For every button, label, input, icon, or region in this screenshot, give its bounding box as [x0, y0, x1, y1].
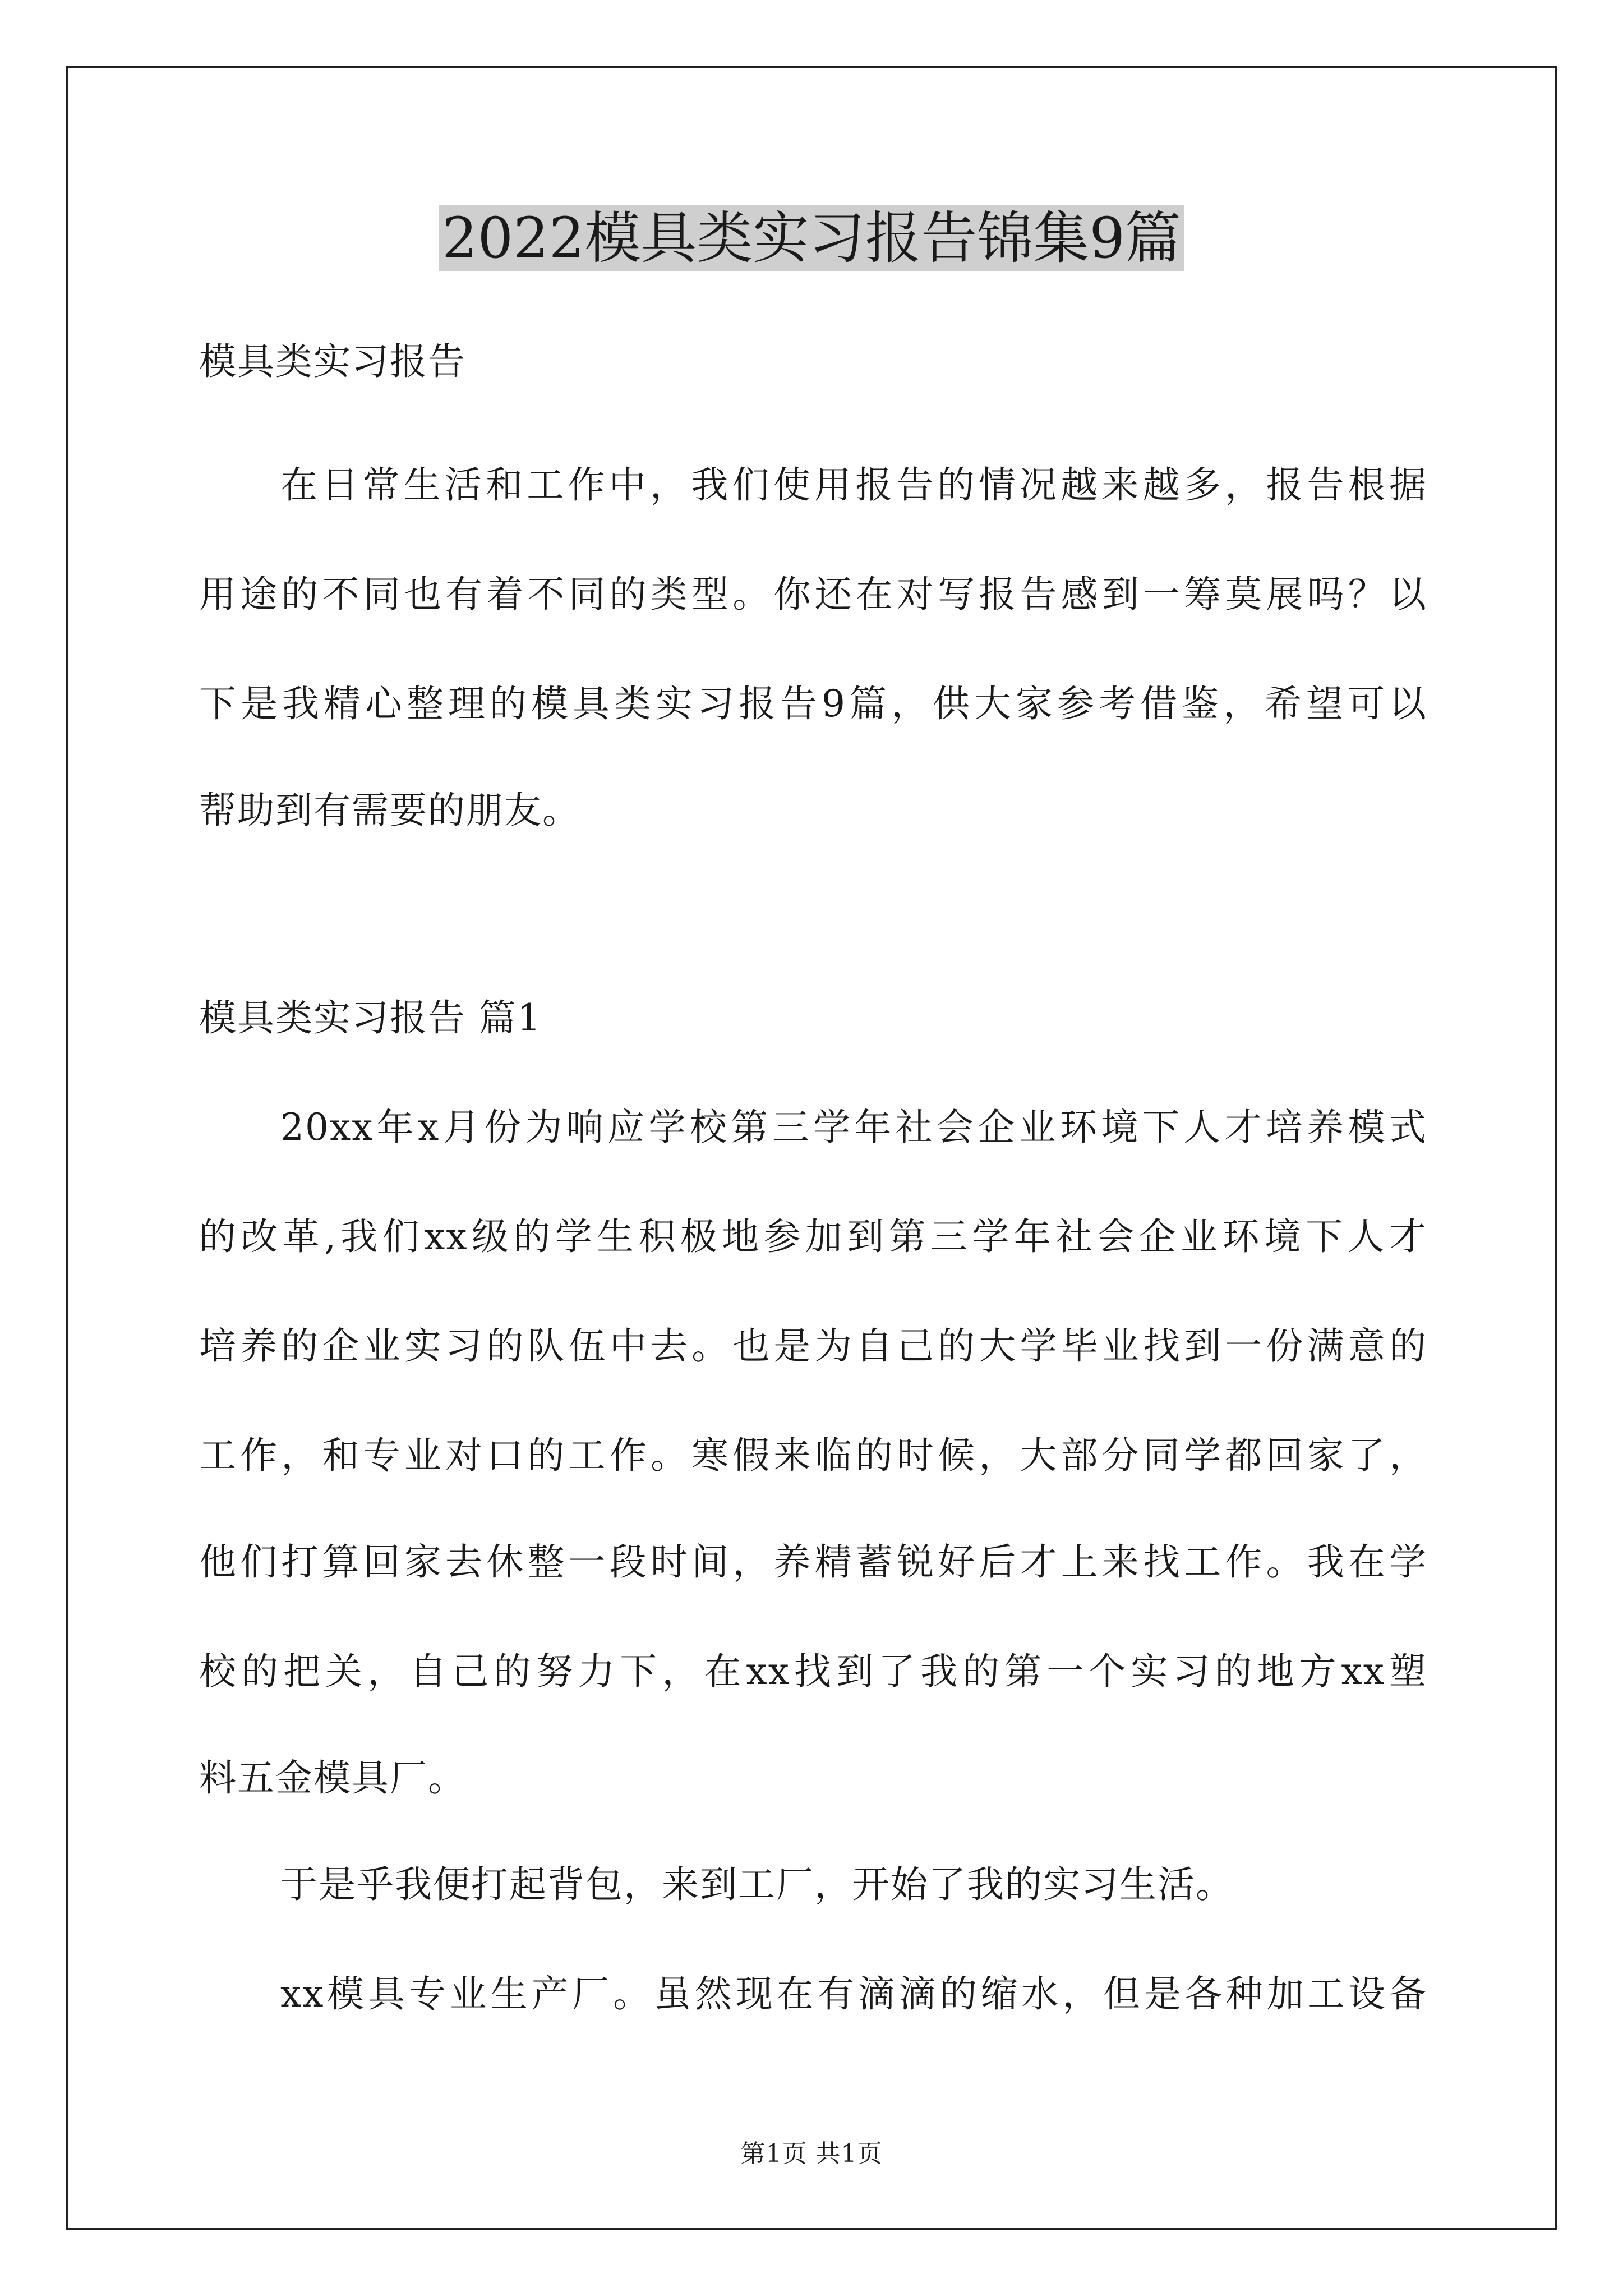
body-line: 于是乎我便打起背包，来到工厂，开始了我的实习生活。: [280, 1863, 1234, 1906]
body-line: 工作，和专业对口的工作。寒假来临的时候，大部分同学都回家了，: [199, 1434, 1427, 1477]
section-heading: 模具类实习报告 篇1: [199, 996, 542, 1039]
intro-heading: 模具类实习报告: [199, 340, 466, 383]
body-line: 他们打算回家去休整一段时间，养精蓄锐好后才上来找工作。我在学: [199, 1540, 1427, 1584]
intro-line: 用途的不同也有着不同的类型。你还在对写报告感到一筹莫展吗？以: [199, 573, 1427, 616]
body-line: xx模具专业生产厂。虽然现在有滴滴的缩水，但是各种加工设备: [280, 1972, 1427, 2016]
intro-line: 在日常生活和工作中，我们使用报告的情况越来越多，报告根据: [280, 463, 1427, 507]
document-title: [0, 199, 1623, 278]
intro-line: 下是我精心整理的模具类实习报告9篇，供大家参考借鉴，希望可以: [199, 682, 1427, 725]
page-footer: 第1页 共1页: [740, 2139, 883, 2168]
document-title-text: 2022模具类实习报告锦集9篇: [439, 205, 1184, 271]
intro-line: 帮助到有需要的朋友。: [199, 789, 580, 832]
body-line: 培养的企业实习的队伍中去。也是为自己的大学毕业找到一份满意的: [199, 1324, 1427, 1368]
body-line: 20xx年x月份为响应学校第三学年社会企业环境下人才培养模式: [280, 1106, 1427, 1149]
body-line: 校的把关，自己的努力下，在xx找到了我的第一个实习的地方xx塑: [199, 1650, 1427, 1693]
body-line: 的改革,我们xx级的学生积极地参加到第三学年社会企业环境下人才: [199, 1215, 1427, 1258]
body-line: 料五金模具厂。: [199, 1756, 466, 1800]
